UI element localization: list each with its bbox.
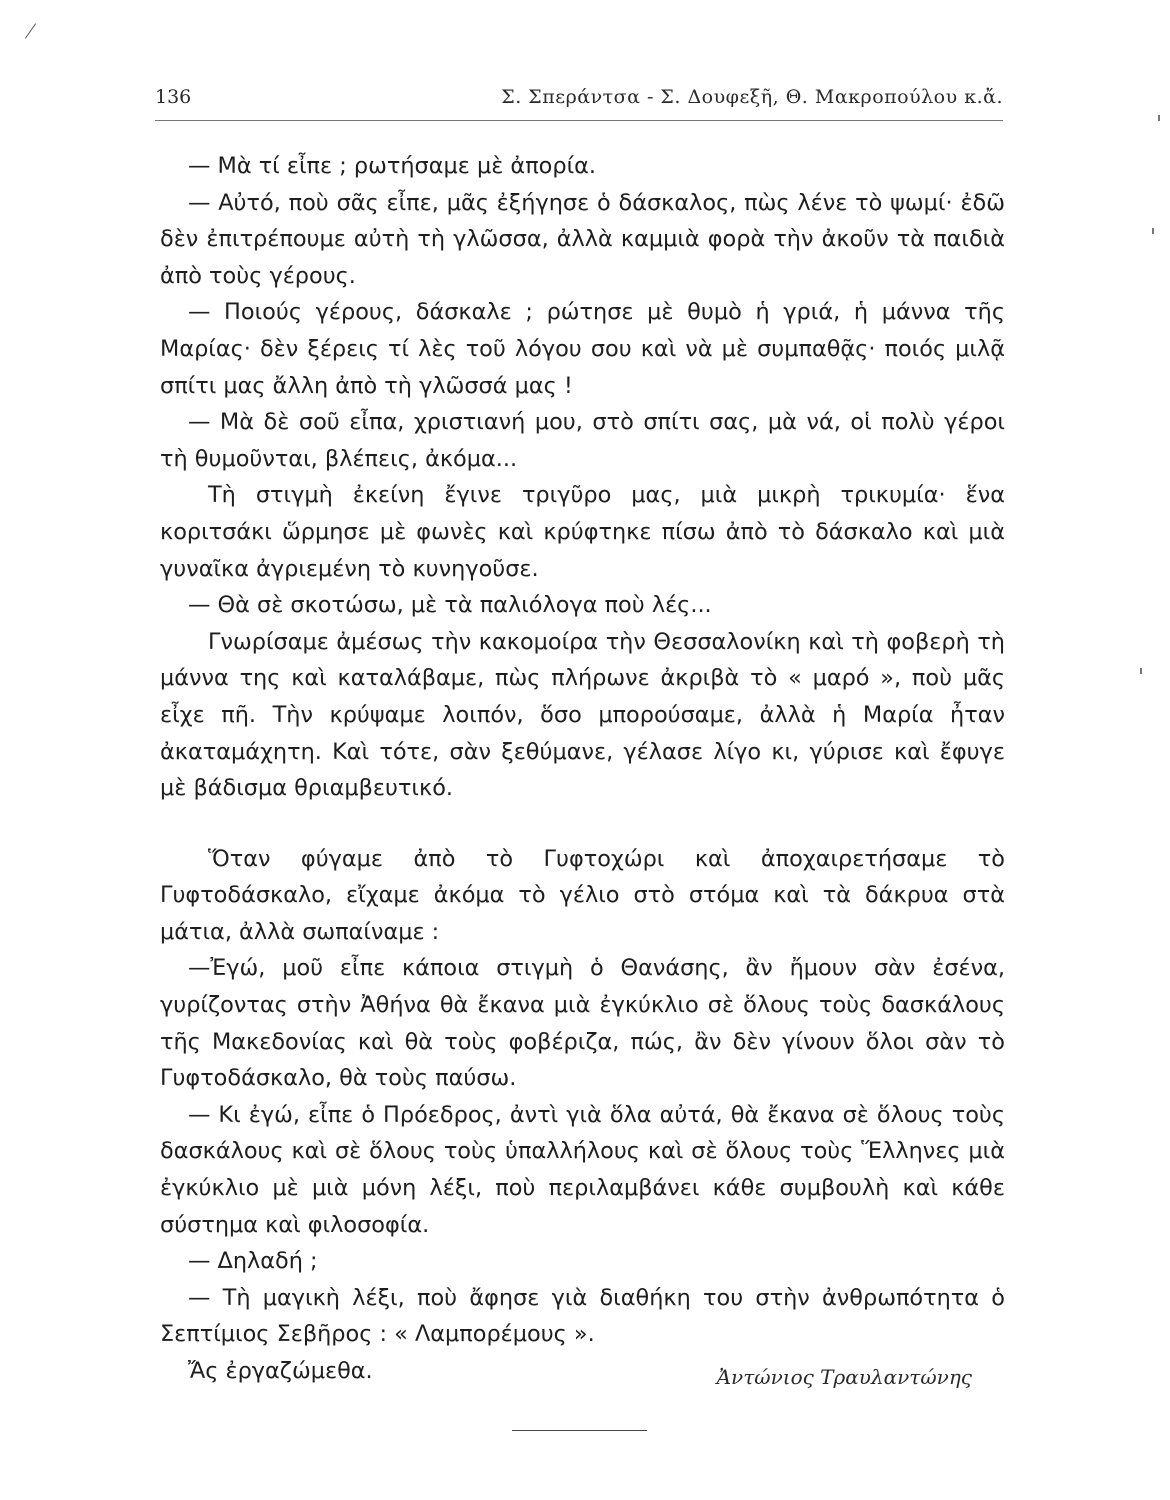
paragraph: — Μὰ τί εἶπε ; ρωτήσαμε μὲ ἀπορία. — [188, 153, 597, 179]
paragraph: — Θὰ σὲ σκοτώσω, μὲ τὰ παλιόλογα ποὺ λές... — [188, 592, 712, 619]
author-signature: Ἀντώνιος Τραυλαντώνης — [716, 1365, 972, 1389]
section-gap — [160, 807, 1005, 841]
paragraph: — Δηλαδή ; — [188, 1248, 318, 1275]
paragraph: — Κι ἐγώ, εἶπε ὁ Πρόεδρος, ἀντὶ γιὰ ὅλα αὐτά, θὰ ἔκανα σὲ ὅλους τοὺς δασκάλους καὶ σὲ ὅλους τοὺς ὑπαλλήλους καὶ σὲ ὅλους τοὺς Ἕλληνες μιὰ ἐγκύκλιο μὲ μιὰ μόνη λέξι, ποὺ περιλαμβάνει κάθε συμβουλὴ καὶ κάθε σύστημα καὶ φιλοσοφία. — [160, 1101, 1005, 1238]
margin-mark — [1140, 668, 1142, 674]
paragraph: Γνωρίσαμε ἀμέσως τὴν κακομοίρα τὴν Θεσσαλονίκη καὶ τὴ φοβερὴ τὴ μάννα της καὶ καταλάβαμε, πὼς πλήρωνε ἀκριβὰ τὸ « μαρό », ποὺ μᾶς εἶχε πῆ. Τὴν κρύψαμε λοιπόν, ὅσο μπορούσαμε, ἀλλὰ ἡ Μαρία ἦταν ἀκαταμάχητη. Καὶ τότε, σὰν ξεθύμανε, γέλασε λίγο κι, γύρισε καὶ ἔφυγε μὲ βάδισμα θριαμβευτικό. — [160, 628, 1005, 802]
page-number: 136 — [155, 86, 192, 108]
corner-pencil-mark — [25, 23, 36, 38]
paragraph: Τὴ στιγμὴ ἐκείνη ἔγινε τριγῦρο μας, μιὰ μικρὴ τρικυμία· ἕνα κοριτσάκι ὥρμησε μὲ φωνὲς καὶ κρύφτηκε πίσω ἀπὸ τὸ δάσκαλο καὶ μιὰ γυναῖκα ἀγριεμένη τὸ κυνηγοῦσε. — [160, 482, 1005, 582]
paragraph: — Τὴ μαγικὴ λέξι, ποὺ ἄφησε γιὰ διαθήκη του στὴν ἀνθρωπότητα ὁ Σεπτίμιος Σεβῆρος : « Λαμπορέμους ». — [160, 1284, 1005, 1348]
margin-mark — [1158, 115, 1160, 121]
paragraph: — Ποιούς γέρους, δάσκαλε ; ρώτησε μὲ θυμὸ ἡ γριά, ἡ μάννα τῆς Μαρίας· δὲν ξέρεις τί λὲς τοῦ λόγου σου καὶ νὰ μὲ συμπαθᾷς· ποιός μιλᾷ σπίτι μας ἄλλη ἀπὸ τὴ γλῶσσά μας ! — [160, 299, 1005, 399]
running-title: Σ. Σπεράντσα - Σ. Δουφεξῆ, Θ. Μακροπούλου κ.ἄ. — [501, 86, 1003, 108]
paragraph: — Αὐτό, ποὺ σᾶς εἶπε, μᾶς ἐξήγησε ὁ δάσκαλος, πὼς λένε τὸ ψωμί· ἐδῶ δὲν ἐπιτρέπουμε αὐτὴ τὴ γλῶσσα, ἀλλὰ καμμιὰ φορὰ τὴν ἀκοῦν τὰ παιδιὰ ἀπὸ τοὺς γέρους. — [160, 189, 1005, 289]
margin-mark — [1152, 228, 1154, 234]
paragraph: — Μὰ δὲ σοῦ εἶπα, χριστιανή μου, στὸ σπίτι σας, μὰ νά, οἱ πολὺ γέροι τὴ θυμοῦνται, βλέπεις, ἀκόμα... — [160, 409, 1005, 472]
body-text — [160, 148, 1005, 1390]
page-header — [155, 86, 1003, 116]
header-rule — [155, 120, 1003, 121]
paragraph: Ὅταν φύγαμε ἀπὸ τὸ Γυφτοχώρι καὶ ἀποχαιρετήσαμε τὸ Γυφτοδάσκαλο, εἴχαμε ἀκόμα τὸ γέλιο στὸ στόμα καὶ τὰ δάκρυα στὰ μάτια, ἀλλὰ σωπαίναμε : — [160, 845, 1005, 945]
end-rule — [512, 1430, 647, 1431]
paragraph: —Ἐγώ, μοῦ εἶπε κάποια στιγμὴ ὁ Θανάσης, ἂν ἤμουν σὰν ἐσένα, γυρίζοντας στὴν Ἀθήνα θὰ ἔκανα μιὰ ἐγκύκλιο σὲ ὅλους τοὺς δασκάλους τῆς Μακεδονίας καὶ θὰ τοὺς φοβέριζα, πώς, ἂν δὲν γίνουν ὅλοι σὰν τὸ Γυφτοδάσκαλο, θὰ τοὺς παύσω. — [160, 955, 1005, 1092]
paragraph: Ἄς ἐργαζώμεθα. — [188, 1358, 373, 1384]
